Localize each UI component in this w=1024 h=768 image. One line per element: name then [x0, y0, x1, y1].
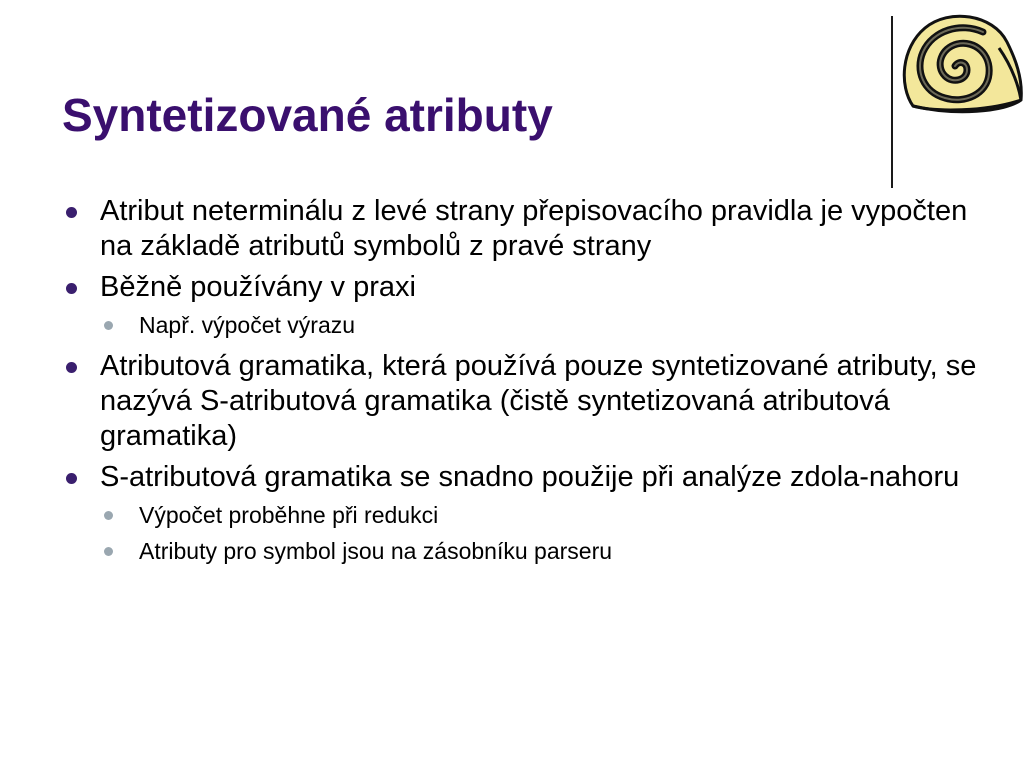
sub-bullet-text: Např. výpočet výrazu	[139, 312, 356, 338]
bullet-item	[62, 194, 1002, 264]
bullet-item	[62, 270, 1002, 343]
sub-bullet-text: Atributy pro symbol jsou na zásobníku parseru	[139, 538, 613, 564]
vertical-divider	[891, 16, 893, 188]
sub-bullet-list	[100, 497, 1002, 569]
sub-bullet-text: Výpočet proběhne při redukci	[139, 502, 439, 528]
sub-bullet-item	[100, 533, 1002, 569]
bullet-text: Běžně používány v praxi	[100, 271, 416, 303]
bullet-dot-icon	[66, 473, 77, 484]
sub-bullet-list	[100, 307, 1002, 343]
spiral-snail-shell-icon	[895, 8, 1024, 120]
bullet-content	[62, 194, 1002, 575]
bullet-item	[62, 460, 1002, 569]
slide-title: Syntetizované atributy	[62, 89, 553, 141]
sub-bullet-dot-icon	[104, 511, 113, 520]
sub-bullet-item	[100, 307, 1002, 343]
bullet-text: S-atributová gramatika se snadno použije při analýze zdola-nahoru	[100, 461, 960, 493]
bullet-item	[62, 349, 1002, 454]
bullet-dot-icon	[66, 207, 77, 218]
bullet-dot-icon	[66, 283, 77, 294]
sub-bullet-item	[100, 497, 1002, 533]
sub-bullet-dot-icon	[104, 321, 113, 330]
sub-bullet-dot-icon	[104, 547, 113, 556]
bullet-text: Atributová gramatika, která používá pouze syntetizované atributy, se nazývá S-atributová gramatika (čistě syntetizovaná atributová gramatika)	[100, 350, 977, 452]
bullet-dot-icon	[66, 362, 77, 373]
bullet-text: Atribut neterminálu z levé strany přepisovacího pravidla je vypočten na základě atributů symbolů z pravé strany	[100, 195, 968, 262]
bullet-list	[62, 194, 1002, 569]
